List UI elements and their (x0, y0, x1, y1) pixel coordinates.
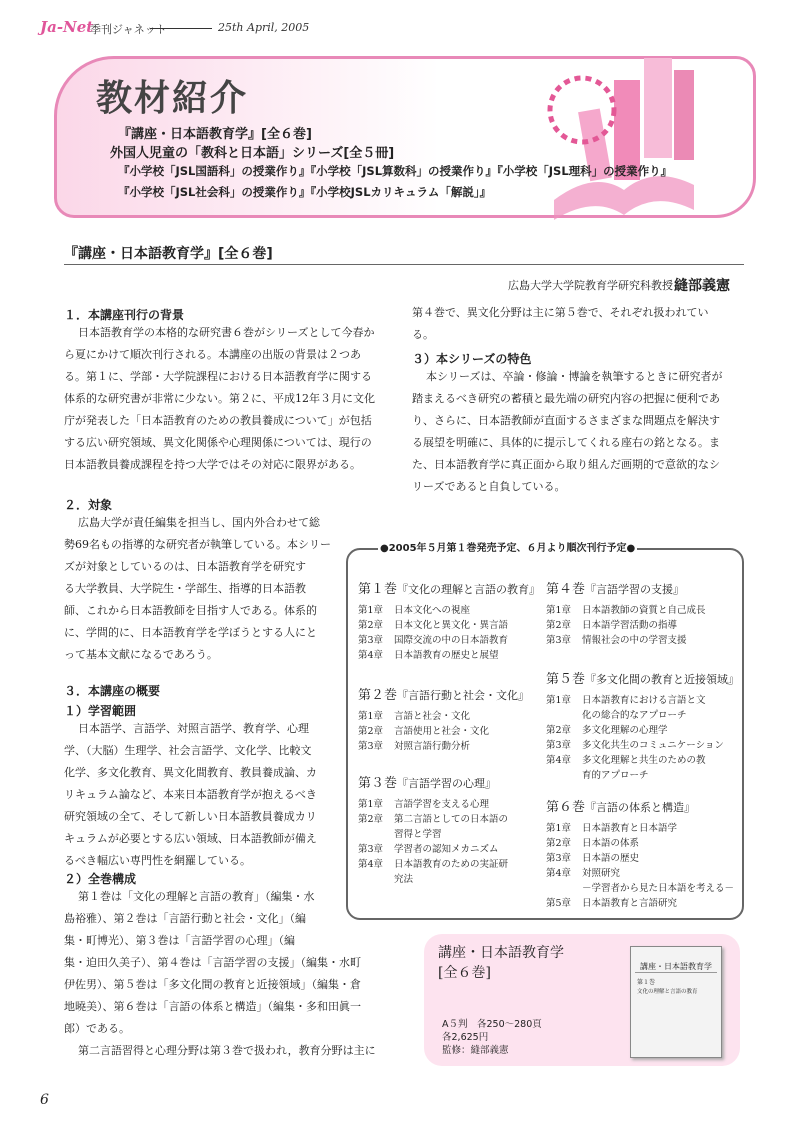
chapter-title: 多文化共生のコミュニケーション (582, 740, 724, 751)
volume-heading (358, 578, 540, 597)
chapter-number: 第2章 (358, 726, 384, 737)
chapter-number: 第1章 (546, 823, 572, 834)
volume-title: 『文化の理解と言語の教育』 (397, 583, 541, 596)
section-1-heading: １．本講座刊行の背景 (64, 308, 185, 322)
chapter-title: 多文化理解と共生のための教 (582, 755, 706, 766)
chapter-title: 化の総合的なアプローチ (582, 710, 687, 721)
chapter-title: 究法 (394, 874, 414, 885)
chapter-title: 対照言語行動分析 (394, 741, 471, 752)
chapter-number: 第1章 (358, 799, 384, 810)
chapter-row (546, 851, 734, 866)
section-3b-body: 第１巻は「文化の理解と言語の教育」（編集・水 島裕雅）、第２巻は「言語行動と社会・文化」（編 集・町博光）、第３巻は「言語学習の心理」（編 集・迫田久美子）、第４巻は「言語学習の支援」（編集・水町 伊佐男）、第５巻は「多文化間の教育と近接領域」（編集・倉 地曉美）、第６巻は「言語の体系と構造」（編集・多和田眞一 郎）である。 第二言語習得と心理分野は第３巻で扱われ，教育分野は主に (64, 890, 376, 1057)
chapter-title: 日本語教育と日本語学 (582, 823, 678, 834)
volume-title: 『言語の体系と構造』 (585, 801, 696, 814)
volume-number: 第３巻 (358, 776, 398, 791)
chapter-number: 第4章 (358, 650, 384, 661)
chapter-number: 第3章 (546, 635, 572, 646)
chapter-row (358, 648, 540, 663)
publication-name: 季刊ジャネット (90, 23, 167, 36)
title-rule (64, 264, 744, 265)
chapter-title: 対照研究 (582, 868, 621, 879)
janet-logo: Ja-Net (40, 18, 94, 36)
section-2-heading: ２．対象 (64, 498, 113, 512)
header-divider (150, 28, 212, 29)
chapter-title: 日本語学習活動の指導 (582, 620, 678, 631)
chapter-number: 第1章 (358, 605, 384, 616)
chapter-row (358, 827, 508, 842)
chapter-row (358, 872, 508, 887)
issue-date: 25th April, 2005 (218, 21, 310, 34)
book-specs: A５判 各250～280頁 各2,625円 監修：縫部義憲 (442, 1019, 542, 1056)
chapter-number: 第1章 (546, 695, 572, 706)
chapter-title: 日本語教師の資質と自己成長 (582, 605, 706, 616)
volumes-caption: ●2005年５月第１巻発売予定、６月より順次刊行予定● (378, 539, 637, 554)
section-3a-heading: １）学習範囲 (64, 704, 137, 718)
chapter-row (546, 723, 739, 738)
chapter-title: 日本語教育のための実証研 (394, 859, 509, 870)
volume-2 (358, 684, 529, 754)
chapter-title: 第二言語としての日本語の (394, 814, 509, 825)
chapter-row (546, 753, 739, 768)
volume-title: 『多文化間の教育と近接領域』 (585, 673, 740, 686)
chapter-title: 国際交流の中の日本語教育 (394, 635, 509, 646)
volume-heading (546, 668, 739, 687)
chapter-number: 第2章 (358, 620, 384, 631)
banner-title: 教材紹介 (96, 78, 249, 119)
volume-4 (546, 578, 706, 648)
section-3c-heading: ３）本シリーズの特色 (412, 352, 532, 366)
chapter-row (358, 857, 508, 872)
chapter-number: 第3章 (358, 741, 384, 752)
banner-line-4: 『小学校「JSL社会科」の授業作り』『小学校JSLカリキュラム「解説」』 (118, 185, 492, 199)
author-name: 縫部義憲 (674, 278, 730, 294)
chapter-row (546, 768, 739, 783)
chapter-row (358, 842, 508, 857)
volume-title: 『言語行動と社会・文化』 (397, 689, 530, 702)
chapter-number: 第4章 (546, 868, 572, 879)
chapter-number: 第5章 (546, 898, 572, 909)
chapter-title: 習得と学習 (394, 829, 442, 840)
chapter-row (358, 633, 540, 648)
chapter-number: 第4章 (358, 859, 384, 870)
chapter-title: 言語使用と社会・文化 (394, 726, 490, 737)
chapter-row (546, 603, 706, 618)
volume-number: 第１巻 (358, 582, 398, 597)
section-1-body: 日本語教育学の本格的な研究書６巻がシリーズとして今春か ら夏にかけて順次刊行される。本講座の出版の背景は２つあ る。第１に、学部・大学院課程における日本語教育学に関する 体系的な研究書が非常に少ない。第２に、平成12年３月に文化 庁が発表した「日本語教育のための教員養成について」が包括 する広い研究領域、異文化関係や心理関係については、現行の 日本語教員養成課程を持つ大学ではその対応に限界がある。 (64, 326, 375, 471)
volume-number: 第４巻 (546, 582, 586, 597)
book-subtitle: [全６巻] (438, 965, 491, 981)
chapter-row (358, 797, 508, 812)
chapter-title: 言語学習を支える心理 (394, 799, 490, 810)
chapter-title: 情報社会の中の学習支援 (582, 635, 687, 646)
chapter-row (358, 709, 529, 724)
chapter-number: 第3章 (546, 853, 572, 864)
chapter-number: 第2章 (546, 838, 572, 849)
volume-number: 第６巻 (546, 800, 586, 815)
chapter-number: 第2章 (358, 814, 384, 825)
volume-heading (546, 796, 734, 815)
page-number: 6 (40, 1092, 49, 1108)
chapter-row (358, 618, 540, 633)
chapter-title: 日本語教育の歴史と展望 (394, 650, 499, 661)
book-cover-image: 講座・日本語教育学 第１巻 文化の理解と言語の教育 (630, 946, 722, 1058)
chapter-row (358, 812, 508, 827)
chapter-row (358, 603, 540, 618)
chapter-number: 第3章 (358, 635, 384, 646)
chapter-row (546, 618, 706, 633)
chapter-row (546, 738, 739, 753)
chapter-row (546, 708, 739, 723)
section-3c-body: 本シリーズは、卒論・修論・博論を執筆するときに研究者が 踏まえるべき研究の蓄積と最先端の研究内容の把握に便利であ り、さらに、日本語教師が直面するさまざまな問題点を解決す る展望を明確に、具体的に提示してくれる座右の銘となる。ま た、日本語教育学に真正面から取り組んだ画期的で意欲的なシ リーズであると自負している。 (412, 370, 723, 493)
chapter-title: 多文化理解の心理学 (582, 725, 668, 736)
chapter-row (546, 633, 706, 648)
chapter-title: 日本語教育と言語研究 (582, 898, 678, 909)
volume-6 (546, 796, 734, 911)
section-2-body: 広島大学が責任編集を担当し、国内外合わせて総 勢69名もの指導的な研究者が執筆している。本シリー ズが対象としているのは、日本語教育学を研究す る大学教員、大学院生・学部生、指導的日本語教 師、これから日本語教師を目指す人である。体系的 に、学問的に、日本語教育学を学ぼうとする人にと って基本文献になるであろう。 (64, 516, 331, 661)
banner-line-3: 『小学校「JSL国語科」の授業作り』『小学校「JSL算数科」の授業作り』『小学校「JSL理科」の授業作り』 (118, 164, 673, 178)
chapter-row (358, 724, 529, 739)
chapter-row (546, 821, 734, 836)
volume-number: 第２巻 (358, 688, 398, 703)
chapter-title: 学習者の認知メカニズム (394, 844, 499, 855)
volume-3 (358, 772, 508, 887)
chapter-number: 第3章 (546, 740, 572, 751)
section-3-heading: ３．本講座の概要 (64, 684, 161, 698)
book-illustration-icon (524, 50, 724, 220)
chapter-title: 日本文化と異文化・異言語 (394, 620, 509, 631)
chapter-title: 日本語教育における言語と文 (582, 695, 706, 706)
section-3a-body: 日本語学、言語学、対照言語学、教育学、心理 学、（大脳）生理学、社会言語学、文化学、比較文 化学、多文化教育、異文化間教育、教員養成論、カ リキュラム論など、本来日本語教育学が抱えるべき 研究領域の全て、そして新しい日本語教員養成カリ キュラムが必要とする広い領域、日本語教師が備え るべき幅広い専門性を網羅している。 (64, 722, 317, 867)
chapter-title: 日本語の歴史 (582, 853, 640, 864)
volume-5 (546, 668, 739, 783)
chapter-number: 第1章 (358, 711, 384, 722)
chapter-row (546, 836, 734, 851)
chapter-row (546, 693, 739, 708)
chapter-number: 第3章 (358, 844, 384, 855)
chapter-row (358, 739, 529, 754)
chapter-row (546, 896, 734, 911)
banner-line-1: 『講座・日本語教育学』[全６巻] (118, 127, 312, 142)
book-info-box (424, 934, 740, 1066)
volume-1 (358, 578, 540, 663)
banner-line-2: 外国人児童の「教科と日本語」シリーズ[全５冊] (110, 146, 395, 161)
page-header (40, 18, 760, 40)
volume-heading (546, 578, 706, 597)
chapter-title: 言語と社会・文化 (394, 711, 471, 722)
chapter-number: 第2章 (546, 725, 572, 736)
chapter-number: 第1章 (546, 605, 572, 616)
right-column-continuation: 第４巻で、異文化分野は主に第５巻で、それぞれ扱われてい る。 (412, 306, 709, 341)
volume-number: 第５巻 (546, 672, 586, 687)
chapter-number: 第2章 (546, 620, 572, 631)
chapter-row (546, 881, 734, 896)
volume-heading (358, 772, 508, 791)
chapter-title: 日本文化への視座 (394, 605, 471, 616)
volume-title: 『言語学習の支援』 (585, 583, 685, 596)
chapter-title: －学習者から見た日本語を考える－ (582, 883, 735, 894)
chapter-title: 日本語の体系 (582, 838, 640, 849)
chapter-number: 第4章 (546, 755, 572, 766)
volume-title: 『言語学習の心理』 (397, 777, 497, 790)
author-affiliation: 広島大学大学院教育学研究科教授 (508, 279, 673, 292)
article-title: 『講座・日本語教育学』[全６巻] (64, 246, 273, 262)
chapter-row (546, 866, 734, 881)
volume-heading (358, 684, 529, 703)
chapter-title: 育的アプローチ (582, 770, 649, 781)
book-title: 講座・日本語教育学 (438, 945, 564, 961)
section-3b-heading: ２）全巻構成 (64, 872, 137, 886)
